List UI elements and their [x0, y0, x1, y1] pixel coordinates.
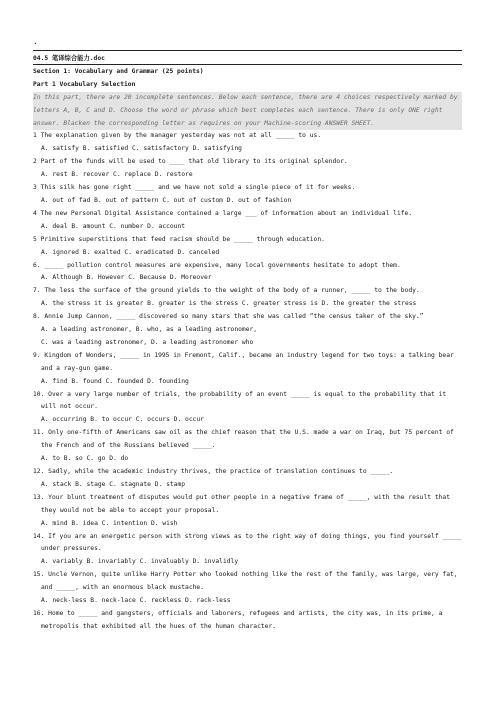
question-text-continued: under pressures. [41, 545, 102, 553]
page-marker: . [33, 37, 38, 46]
question-item [33, 130, 462, 156]
answer-options: C. was a leading astronomer, D. a leading astronomer who [41, 338, 254, 346]
answer-options: A. out of fad B. out of pattern C. out of custom D. out of fashion [41, 196, 292, 204]
answer-options: A. to B. so C. go D. do [41, 455, 129, 463]
question-text: 4 The new Personal Digital Assistance contained a large ___ of information about an individual life. [33, 209, 413, 217]
section-heading: Section 1: Vocabulary and Grammar (25 points) [33, 67, 204, 75]
answer-options: A. mind B. idea C. intention D. wish [41, 519, 178, 527]
answer-options: A. Although B. However C. Because D. Moreover [41, 274, 212, 282]
instructions-block: In this part, there are 20 incomplete sentences. Below each sentence, there are 4 choices respectively marked by letters A, B, C and D. Choose the word or phrase which best completes each sentence. There is only ONE right answer. Blacken the corresponding letter as requires on your Machine-scoring ANSWER SHEET. [33, 92, 462, 131]
question-item [33, 427, 462, 466]
question-text: 6. _____ pollution control measures are expensive, many local governments hesitate to adopt them. [33, 261, 401, 269]
question-text-continued: and a ray-gun game. [41, 364, 114, 372]
question-text: 5 Primitive superstitions that feed racism should be _____ through education. [33, 235, 325, 243]
question-item [33, 569, 462, 608]
question-item [33, 608, 462, 634]
question-text: 2 Part of the funds will be used to ____ that old library to its original splendor. [33, 158, 348, 166]
question-item [33, 389, 462, 428]
question-item [33, 208, 462, 234]
answer-options: A. ignored B. exalted C. eradicated D. canceled [41, 248, 220, 256]
answer-options: A. satisfy B. satisfied C. satisfactory D. satisfying [41, 145, 242, 153]
answer-options: A. rest B. recover C. replace D. restore [41, 171, 193, 179]
question-text: 7. The less the surface of the ground yields to the weight of the body of a runner, _____ to the body. [33, 287, 420, 295]
question-item [33, 182, 462, 208]
question-text: 1 The explanation given by the manager yesterday was not at all _____ to us. [33, 132, 322, 140]
question-item [33, 350, 462, 389]
answer-options: A. a leading astronomer, B. who, as a leading astronomer, [41, 326, 258, 334]
question-list [33, 130, 462, 633]
document-filename: 04.5 笔译综合能力.doc [33, 55, 105, 62]
question-text-continued: the French and of the Russians believed _____. [41, 442, 216, 450]
answer-options: A. occurring B. to occur C. occurs D. occur [41, 416, 205, 424]
question-text: 10. Over a very large number of trials, the probability of an event _____ is equal to the probability that it [33, 390, 447, 398]
question-item [33, 466, 462, 492]
question-item [33, 156, 462, 182]
question-text: 9. Kingdom of Wonders, _____ in 1995 in Fremont, Calif., became an industry legend for two toys: a talking bear [33, 351, 454, 359]
question-text: 15. Uncle Vernon, quite unlike Harry Potter who looked nothing like the rest of the family, was large, very fat, [33, 571, 458, 579]
question-item [33, 260, 462, 286]
question-text: 14. If you are an energetic person with strong views as to the right way of doing things, you find yourself _____ [33, 532, 462, 540]
question-text: 8. Annie Jump Cannon, _____ discovered so many stars that she was called “the census taker of the sky.” [33, 313, 424, 321]
question-text: 11. Only one-fifth of Americans saw oil as the chief reason that the U.S. made a war on Iraq, but 75 percent of [33, 429, 454, 437]
question-item [33, 492, 462, 531]
question-text: 12. Sadly, while the academic industry thrives, the practice of translation continues to _____. [33, 468, 394, 475]
part-heading: Part 1 Vocabulary Selection [33, 80, 136, 88]
answer-options: A. variably B. invariably C. invaluably D. invalidly [41, 558, 239, 566]
question-item [33, 531, 462, 570]
question-text: 3 This silk has gone right _____ and we have not sold a single piece of it for weeks. [33, 184, 356, 192]
question-text: 13. Your blunt treatment of disputes would put other people in a negative frame of _____, with the result that [33, 493, 451, 501]
question-text-continued: metropolis that exhibited all the hues of the human character. [41, 622, 277, 630]
answer-options: A. neck-less B. neck-lace C. reckless D. rack-less [41, 597, 231, 605]
question-text-continued: and _____, with an enormous black mustache. [41, 584, 205, 592]
answer-options: A. stack B. stage C. stagnate D. stamp [41, 480, 186, 488]
question-text-continued: they would not be able to accept your proposal. [41, 506, 220, 514]
question-item [33, 234, 462, 260]
question-item [33, 311, 462, 350]
question-text: 16. Home to _____ and gangsters, officials and laborers, refugees and artists, the city was, in its prime, a [33, 609, 443, 617]
question-item [33, 285, 462, 311]
answer-options: A. deal B. amount C. number D. account [41, 222, 186, 230]
answer-options: A. find B. found C. founded D. founding [41, 377, 189, 385]
answer-options: A. the stress it is greater B. greater is the stress C. greater stress is D. the greater the stress [41, 300, 417, 308]
document-body [33, 53, 462, 634]
top-rule [33, 50, 462, 51]
question-text-continued: will not occur. [41, 403, 98, 411]
